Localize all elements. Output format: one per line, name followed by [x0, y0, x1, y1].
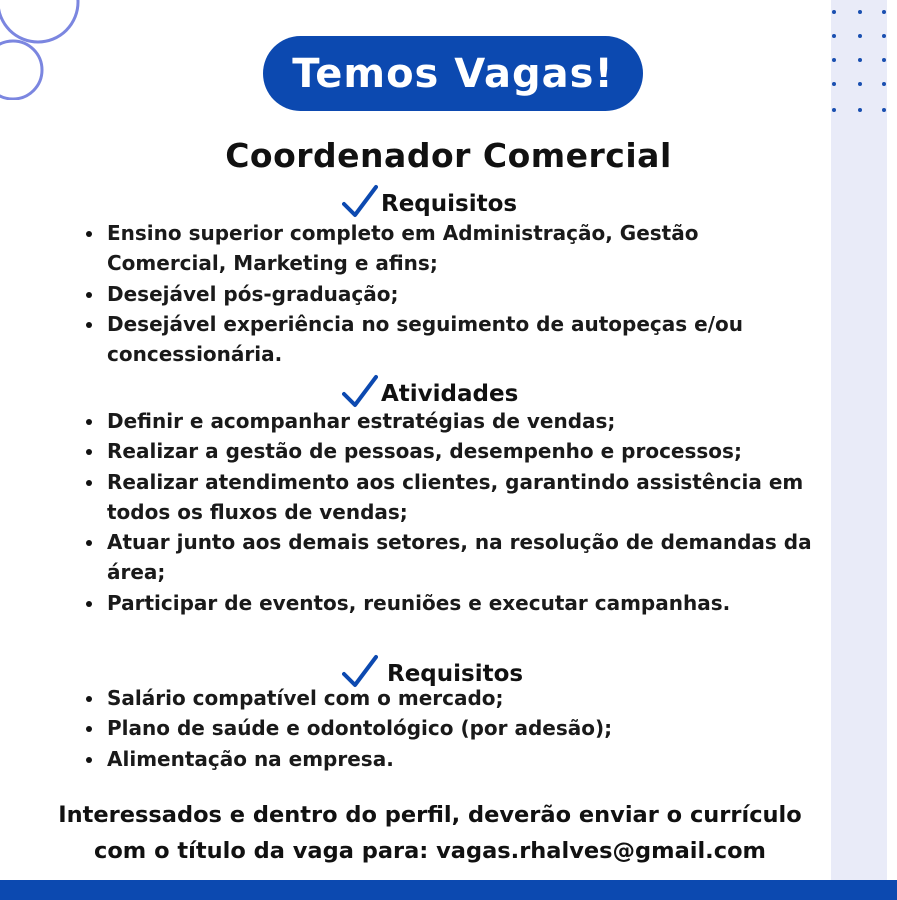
- section-heading-label: Requisitos: [381, 191, 518, 217]
- list-item: Alimentação na empresa.: [84, 744, 824, 774]
- footer-line-2: com o título da vaga para: vagas.rhalves@gmail.com: [94, 838, 766, 864]
- decorative-circles: [0, 0, 90, 100]
- list-item: Salário compatível com o mercado;: [84, 683, 824, 713]
- checkmark-icon: [342, 374, 378, 408]
- side-panel: [831, 0, 887, 880]
- list-item: Realizar atendimento aos clientes, garantindo assistência em todos os fluxos de vendas;: [84, 467, 824, 528]
- list-item: Participar de eventos, reuniões e executar campanhas.: [84, 588, 824, 618]
- list-item: Atuar junto aos demais setores, na resolução de demandas da área;: [84, 527, 824, 588]
- activities-list: [84, 406, 824, 618]
- bottom-bar: [0, 880, 897, 900]
- list-item: Desejável experiência no seguimento de autopeças e/ou concessionária.: [84, 309, 824, 370]
- hiring-badge: [263, 36, 643, 111]
- section-heading-atividades: [342, 372, 518, 408]
- list-item: Ensino superior completo em Administração, Gestão Comercial, Marketing e afins;: [84, 218, 824, 279]
- job-title: Coordenador Comercial: [225, 136, 672, 175]
- requirements-list: [84, 218, 824, 369]
- list-item: Plano de saúde e odontológico (por adesão);: [84, 713, 824, 743]
- section-heading-label: Atividades: [381, 381, 519, 407]
- section-heading-requisitos: [342, 182, 517, 218]
- decorative-dot-grid: [832, 10, 892, 120]
- list-item: Desejável pós-graduação;: [84, 279, 824, 309]
- list-item: Realizar a gestão de pessoas, desempenho e processos;: [84, 436, 824, 466]
- section-heading-label: Requisitos: [387, 661, 524, 687]
- list-item: Definir e acompanhar estratégias de vendas;: [84, 406, 824, 436]
- benefits-list: [84, 683, 824, 774]
- footer-line-1: Interessados e dentro do perfil, deverão enviar o currículo: [58, 802, 802, 828]
- contact-footer: [0, 797, 860, 869]
- hiring-badge-text: Temos Vagas!: [292, 50, 614, 97]
- checkmark-icon: [342, 184, 378, 218]
